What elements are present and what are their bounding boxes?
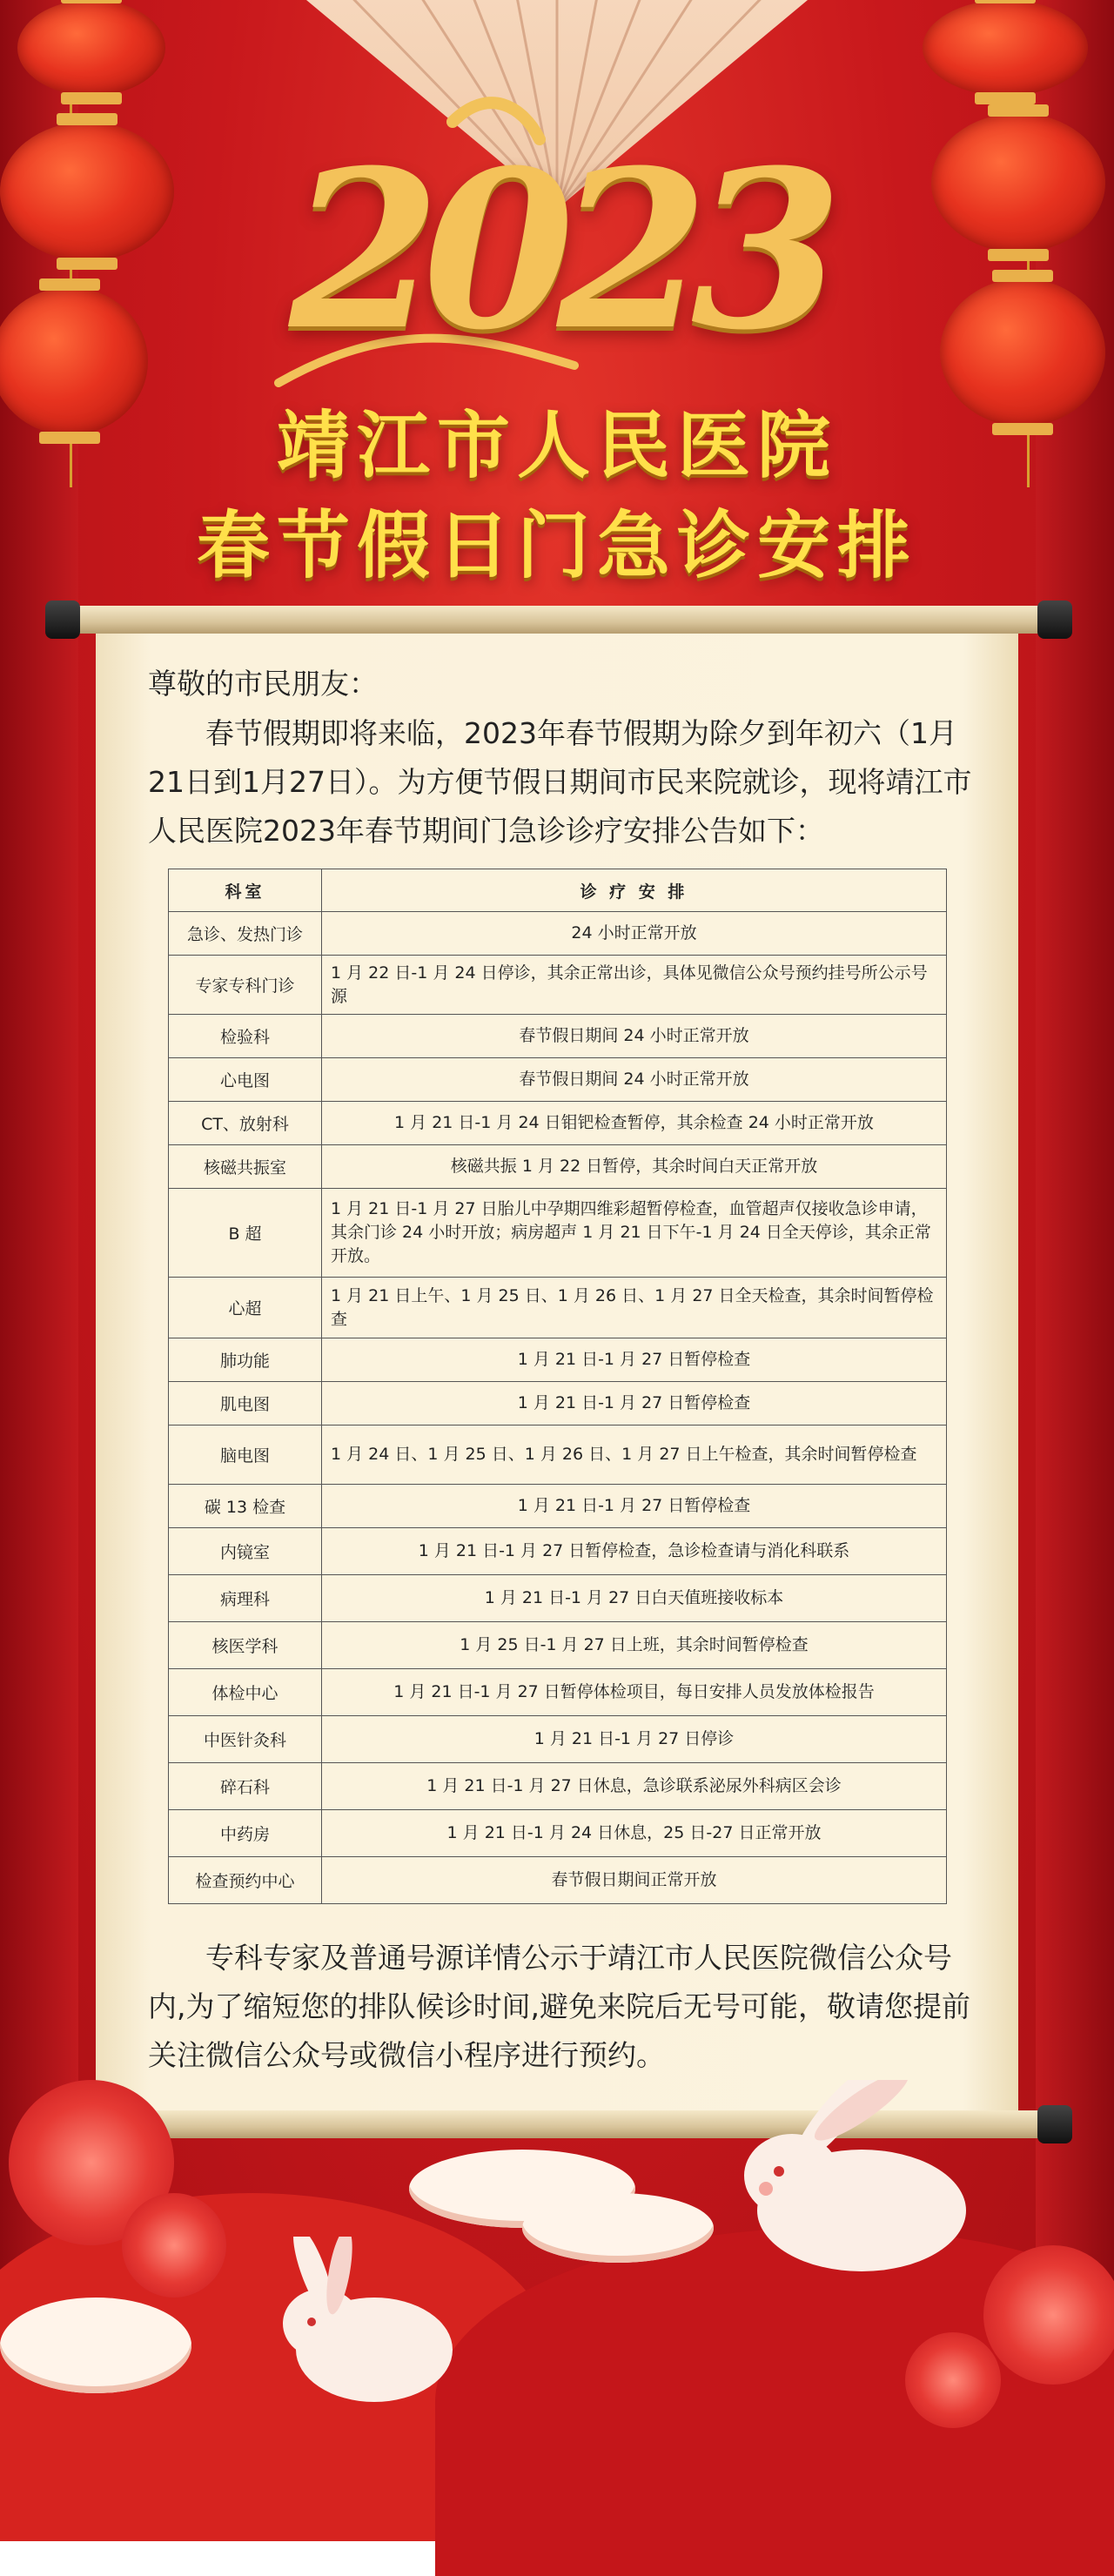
dept-cell: 病理科 (169, 1575, 322, 1622)
hospital-name-title: 靖江市人民医院 (276, 403, 837, 488)
dept-cell: 心超 (169, 1278, 322, 1338)
table-row (169, 1716, 947, 1763)
scroll-top-rod (48, 606, 1066, 634)
table-row (169, 1485, 947, 1528)
dept-cell: 核磁共振室 (169, 1145, 322, 1189)
table-row (169, 1102, 947, 1145)
dept-cell: 急诊、发热门诊 (169, 912, 322, 956)
cloud-icon (0, 2298, 191, 2393)
dept-cell: 中药房 (169, 1810, 322, 1857)
plan-cell: 1 月 21 日-1 月 27 日暂停检查，急诊检查请与消化科联系 (322, 1528, 947, 1575)
table-header-row (169, 869, 947, 912)
plan-cell: 春节假日期间 24 小时正常开放 (322, 1015, 947, 1058)
plan-cell: 1 月 21 日上午、1 月 25 日、1 月 26 日、1 月 27 日全天检查，其余时间暂停检查 (322, 1278, 947, 1338)
table-row (169, 1426, 947, 1485)
table-row (169, 1669, 947, 1716)
table-row (169, 1810, 947, 1857)
table-row (169, 1058, 947, 1102)
plum-flower-icon (122, 2193, 226, 2298)
schedule-table (168, 869, 947, 1904)
plan-cell: 1 月 21 日-1 月 24 日休息，25 日-27 日正常开放 (322, 1810, 947, 1857)
dept-cell: 脑电图 (169, 1426, 322, 1485)
dept-cell: 内镜室 (169, 1528, 322, 1575)
dept-cell: B 超 (169, 1189, 322, 1278)
plan-cell: 1 月 21 日-1 月 27 日暂停检查 (322, 1338, 947, 1382)
dept-cell: CT、放射科 (169, 1102, 322, 1145)
dept-cell: 检查预约中心 (169, 1857, 322, 1904)
notice-intro: 春节假期即将来临，2023年春节假期为除夕到年初六（1月21日到1月27日）。为方便节假日期间市民来院就诊，现将靖江市人民医院2023年春节期间门急诊诊疗安排公告如下： (148, 716, 972, 848)
plan-cell: 1 月 25 日-1 月 27 日上班，其余时间暂停检查 (322, 1622, 947, 1669)
dept-cell: 碳 13 检查 (169, 1485, 322, 1528)
rabbit-icon (714, 2080, 992, 2289)
column-header-plan: 诊 疗 安 排 (322, 869, 947, 912)
plan-cell: 1 月 21 日-1 月 27 日胎儿中孕期四维彩超暂停检查，血管超声仅接收急诊申请，其余门诊 24 小时开放；病房超声 1 月 21 日下午-1 月 24 日全天停诊，其余正常开放。 (322, 1189, 947, 1278)
year-heading: 2023 (289, 122, 825, 378)
notice-closing: 专科专家及普通号源详情公示于靖江市人民医院微信公众号内,为了缩短您的排队候诊时间,避免来院后无号可能，敬请您提前关注微信公众号或微信小程序进行预约。 (148, 1941, 970, 2072)
plan-cell: 1 月 21 日-1 月 27 日暂停检查 (322, 1485, 947, 1528)
plan-cell: 24 小时正常开放 (322, 912, 947, 956)
plan-cell: 1 月 21 日-1 月 27 日停诊 (322, 1716, 947, 1763)
table-row (169, 1278, 947, 1338)
dept-cell: 肺功能 (169, 1338, 322, 1382)
table-row (169, 1015, 947, 1058)
plan-cell: 1 月 21 日-1 月 24 日钼钯检查暂停，其余检查 24 小时正常开放 (322, 1102, 947, 1145)
dept-cell: 中医针灸科 (169, 1716, 322, 1763)
lantern-icon (17, 0, 165, 96)
plan-cell: 1 月 22 日-1 月 24 日停诊，其余正常出诊，具体见微信公众号预约挂号所公示号源 (322, 956, 947, 1015)
table-row (169, 1857, 947, 1904)
plan-cell: 1 月 21 日-1 月 27 日休息，急诊联系泌尿外科病区会诊 (322, 1763, 947, 1810)
plan-cell: 1 月 24 日、1 月 25 日、1 月 26 日、1 月 27 日上午检查，其余时间暂停检查 (322, 1426, 947, 1485)
table-row (169, 1189, 947, 1278)
dept-cell: 检验科 (169, 1015, 322, 1058)
notice-greeting: 尊敬的市民朋友： (148, 667, 378, 701)
dept-cell: 心电图 (169, 1058, 322, 1102)
dept-cell: 肌电图 (169, 1382, 322, 1426)
lantern-icon (923, 0, 1088, 96)
plan-cell: 1 月 21 日-1 月 27 日暂停检查 (322, 1382, 947, 1426)
table-row (169, 1763, 947, 1810)
scroll-rod-cap (1037, 600, 1072, 639)
table-row (169, 1338, 947, 1382)
plan-cell: 春节假日期间正常开放 (322, 1857, 947, 1904)
plan-cell: 春节假日期间 24 小时正常开放 (322, 1058, 947, 1102)
holiday-schedule-title: 春节假日门急诊安排 (196, 503, 917, 588)
rabbit-icon (261, 2237, 470, 2411)
table-row (169, 1575, 947, 1622)
column-header-dept: 科室 (169, 869, 322, 912)
plan-cell: 1 月 21 日-1 月 27 日暂停体检项目，每日安排人员发放体检报告 (322, 1669, 947, 1716)
table-row (169, 1382, 947, 1426)
plum-flower-icon (983, 2245, 1114, 2385)
dept-cell: 体检中心 (169, 1669, 322, 1716)
table-row (169, 912, 947, 956)
plan-cell: 核磁共振 1 月 22 日暂停，其余时间白天正常开放 (322, 1145, 947, 1189)
table-row (169, 956, 947, 1015)
table-row (169, 1622, 947, 1669)
dept-cell: 碎石科 (169, 1763, 322, 1810)
table-row (169, 1145, 947, 1189)
table-row (169, 1528, 947, 1575)
dept-cell: 专家专科门诊 (169, 956, 322, 1015)
plan-cell: 1 月 21 日-1 月 27 日白天值班接收标本 (322, 1575, 947, 1622)
plum-flower-icon (905, 2332, 1001, 2428)
cloud-icon (522, 2193, 714, 2263)
scroll-rod-cap (1037, 2105, 1072, 2143)
scroll-rod-cap (45, 600, 80, 639)
dept-cell: 核医学科 (169, 1622, 322, 1669)
